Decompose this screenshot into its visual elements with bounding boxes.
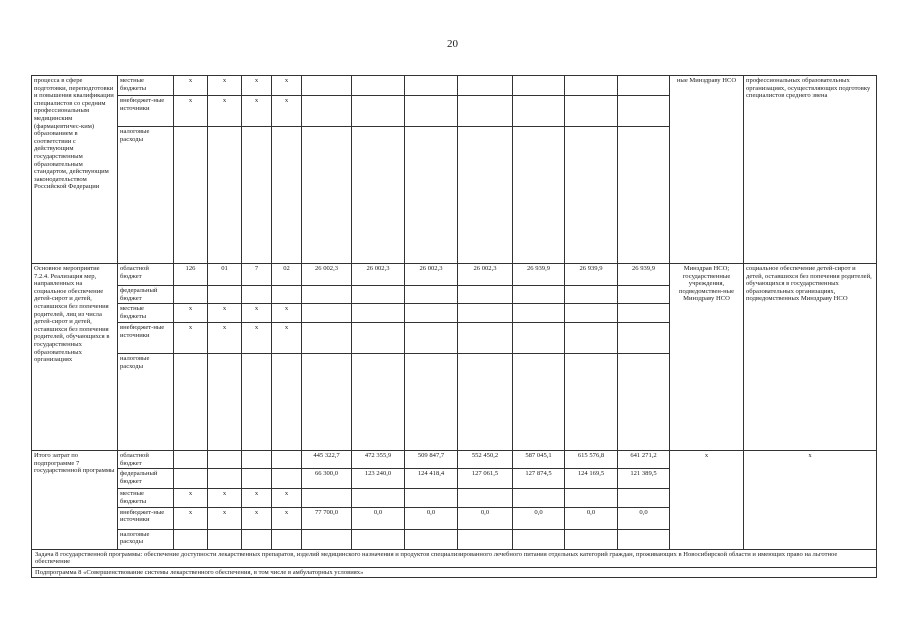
funding-source: внебюджет-ные источники	[118, 96, 174, 127]
amount-cell	[405, 529, 458, 549]
amount-cell	[458, 354, 513, 451]
code-cell: x	[208, 507, 242, 529]
amount-cell: 0,0	[352, 507, 405, 529]
code-cell	[272, 127, 302, 264]
code-cell: x	[174, 76, 208, 96]
amount-cell	[458, 529, 513, 549]
code-cell: x	[208, 96, 242, 127]
amount-cell	[565, 489, 618, 507]
amount-cell	[458, 489, 513, 507]
code-cell: x	[242, 76, 272, 96]
amount-cell	[513, 323, 565, 354]
amount-cell	[618, 354, 670, 451]
code-cell	[208, 127, 242, 264]
amount-cell	[352, 286, 405, 304]
amount-cell: 472 355,9	[352, 451, 405, 469]
funding-source: внебюджет-ные источники	[118, 323, 174, 354]
amount-cell	[352, 304, 405, 323]
expected-result-cell: социальное обеспечение детей-сирот и детей, оставшихся без попечения родителей, обучающихся в государственных образовательных организациях, подведомственных Минздраву НСО	[744, 264, 877, 451]
expected-result-cell: профессиональных образовательных организациях, осуществляющих подготовку специалистов среднего звена	[744, 76, 877, 264]
code-cell	[174, 127, 208, 264]
amount-cell	[302, 323, 352, 354]
code-cell	[272, 529, 302, 549]
amount-cell	[458, 323, 513, 354]
funding-source: местные бюджеты	[118, 304, 174, 323]
amount-cell	[405, 127, 458, 264]
amount-cell	[513, 76, 565, 96]
code-cell	[208, 354, 242, 451]
code-cell	[208, 529, 242, 549]
amount-cell	[458, 286, 513, 304]
amount-cell	[618, 323, 670, 354]
funding-source: местные бюджеты	[118, 76, 174, 96]
amount-cell	[513, 489, 565, 507]
amount-cell	[405, 304, 458, 323]
amount-cell: 0,0	[513, 507, 565, 529]
amount-cell	[352, 96, 405, 127]
code-cell	[242, 469, 272, 489]
amount-cell	[405, 489, 458, 507]
code-cell	[208, 451, 242, 469]
amount-cell	[302, 304, 352, 323]
code-cell	[208, 286, 242, 304]
funding-source: федеральный бюджет	[118, 469, 174, 489]
amount-cell: 123 240,0	[352, 469, 405, 489]
funding-source: федеральный бюджет	[118, 286, 174, 304]
amount-cell	[405, 323, 458, 354]
amount-cell	[513, 286, 565, 304]
page-number: 20	[447, 38, 458, 50]
amount-cell	[618, 304, 670, 323]
amount-cell: 127 874,5	[513, 469, 565, 489]
program-table	[31, 75, 877, 578]
amount-cell	[618, 489, 670, 507]
amount-cell	[565, 76, 618, 96]
amount-cell	[513, 529, 565, 549]
amount-cell	[302, 96, 352, 127]
code-cell	[174, 354, 208, 451]
amount-cell: 587 045,1	[513, 451, 565, 469]
code-cell: 02	[272, 264, 302, 286]
code-cell: x	[242, 507, 272, 529]
amount-cell	[618, 76, 670, 96]
code-cell: x	[242, 304, 272, 323]
funding-source: налоговые расходы	[118, 127, 174, 264]
amount-cell	[458, 304, 513, 323]
executor-cell: x	[670, 451, 744, 549]
amount-cell	[565, 354, 618, 451]
amount-cell	[352, 76, 405, 96]
code-cell	[242, 127, 272, 264]
code-cell	[242, 451, 272, 469]
funding-source: местные бюджеты	[118, 489, 174, 507]
amount-cell	[458, 127, 513, 264]
amount-cell	[352, 354, 405, 451]
funding-source: областной бюджет	[118, 264, 174, 286]
code-cell: 7	[242, 264, 272, 286]
code-cell	[174, 286, 208, 304]
amount-cell: 26 002,3	[302, 264, 352, 286]
funding-source: налоговые расходы	[118, 354, 174, 451]
amount-cell	[458, 76, 513, 96]
code-cell: x	[208, 489, 242, 507]
amount-cell	[352, 529, 405, 549]
amount-cell: 121 389,5	[618, 469, 670, 489]
code-cell: x	[242, 489, 272, 507]
amount-cell	[565, 127, 618, 264]
amount-cell	[618, 286, 670, 304]
amount-cell: 445 322,7	[302, 451, 352, 469]
amount-cell: 124 418,4	[405, 469, 458, 489]
code-cell: x	[272, 96, 302, 127]
amount-cell	[405, 286, 458, 304]
code-cell: x	[208, 76, 242, 96]
code-cell	[272, 469, 302, 489]
amount-cell	[618, 127, 670, 264]
code-cell: x	[174, 323, 208, 354]
task-row-text: Задача 8 государственной программы: обеспечение доступности лекарственных препаратов, изделий медицинского назначения и продуктов специализированного лечебного питания отдельных категорий граждан, проживающих в Новосибирской области и имеющих право на льготное обеспечение	[32, 549, 877, 567]
code-cell	[174, 451, 208, 469]
amount-cell: 26 939,9	[565, 264, 618, 286]
amount-cell: 0,0	[565, 507, 618, 529]
amount-cell: 26 939,9	[513, 264, 565, 286]
amount-cell: 26 002,3	[458, 264, 513, 286]
code-cell: x	[208, 323, 242, 354]
code-cell	[174, 469, 208, 489]
amount-cell: 641 271,2	[618, 451, 670, 469]
code-cell: x	[272, 323, 302, 354]
amount-cell: 26 939,9	[618, 264, 670, 286]
amount-cell: 66 300,0	[302, 469, 352, 489]
code-cell: x	[272, 304, 302, 323]
table-row	[32, 76, 877, 96]
amount-cell: 127 061,5	[458, 469, 513, 489]
amount-cell	[302, 286, 352, 304]
code-cell	[208, 469, 242, 489]
code-cell: x	[174, 304, 208, 323]
amount-cell	[405, 96, 458, 127]
code-cell: x	[174, 96, 208, 127]
executor-cell: ные Минздраву НСО	[670, 76, 744, 264]
code-cell: x	[242, 323, 272, 354]
funding-source: внебюджет-ные источники	[118, 507, 174, 529]
subprogram-row	[32, 567, 877, 578]
code-cell: x	[272, 489, 302, 507]
table-row	[32, 451, 877, 469]
code-cell: x	[174, 507, 208, 529]
code-cell: x	[174, 489, 208, 507]
amount-cell	[352, 323, 405, 354]
amount-cell	[405, 354, 458, 451]
code-cell: 126	[174, 264, 208, 286]
funding-source: налоговые расходы	[118, 529, 174, 549]
amount-cell	[618, 96, 670, 127]
amount-cell	[513, 96, 565, 127]
amount-cell: 0,0	[458, 507, 513, 529]
code-cell	[242, 529, 272, 549]
amount-cell	[352, 489, 405, 507]
amount-cell: 0,0	[618, 507, 670, 529]
amount-cell	[302, 76, 352, 96]
amount-cell	[302, 354, 352, 451]
amount-cell	[302, 529, 352, 549]
amount-cell	[618, 529, 670, 549]
subprogram-row-text: Подпрограмма 8 «Совершенствование системы лекарственного обеспечения, в том числе в амбулаторных условиях»	[32, 567, 877, 578]
expected-result-cell: x	[744, 451, 877, 549]
amount-cell	[513, 304, 565, 323]
amount-cell	[565, 323, 618, 354]
code-cell: x	[208, 304, 242, 323]
amount-cell	[458, 96, 513, 127]
measure-name: процесса в сфере подготовки, переподготовки и повышения квалификации специалистов со средним профессиональным медицинским (фармацевтичес-ким) образованием в соответствии с действующим государственным образовательным стандартом, действующим законодательством Российской Федерации	[32, 76, 118, 264]
amount-cell: 509 847,7	[405, 451, 458, 469]
amount-cell: 77 700,0	[302, 507, 352, 529]
table-row	[32, 264, 877, 286]
amount-cell: 0,0	[405, 507, 458, 529]
code-cell	[242, 286, 272, 304]
executor-cell: Минздрав НСО; государственные учреждения, подведомствен-ные Минздраву НСО	[670, 264, 744, 451]
amount-cell	[513, 354, 565, 451]
amount-cell: 615 576,8	[565, 451, 618, 469]
amount-cell	[565, 529, 618, 549]
code-cell	[272, 354, 302, 451]
code-cell	[272, 286, 302, 304]
amount-cell	[513, 127, 565, 264]
code-cell: x	[242, 96, 272, 127]
amount-cell: 26 002,3	[352, 264, 405, 286]
code-cell: x	[272, 76, 302, 96]
measure-name: Основное мероприятие 7.2.4. Реализация мер, направленных на социальное обеспечение детей-сирот и детей, оставшихся без попечения родителей, лиц из числа детей-сирот и детей, оставшихся без попечения родителей, обучающихся в государственных образовательных организациях	[32, 264, 118, 451]
amount-cell: 124 169,5	[565, 469, 618, 489]
amount-cell	[565, 96, 618, 127]
amount-cell: 26 002,3	[405, 264, 458, 286]
measure-name: Итого затрат по подпрограмме 7 государственной программы	[32, 451, 118, 549]
task-row	[32, 549, 877, 567]
amount-cell	[302, 489, 352, 507]
code-cell	[174, 529, 208, 549]
amount-cell	[302, 127, 352, 264]
code-cell: 01	[208, 264, 242, 286]
amount-cell	[405, 76, 458, 96]
funding-source: областной бюджет	[118, 451, 174, 469]
amount-cell: 552 450,2	[458, 451, 513, 469]
code-cell	[242, 354, 272, 451]
code-cell: x	[272, 507, 302, 529]
amount-cell	[352, 127, 405, 264]
amount-cell	[565, 286, 618, 304]
code-cell	[272, 451, 302, 469]
amount-cell	[565, 304, 618, 323]
